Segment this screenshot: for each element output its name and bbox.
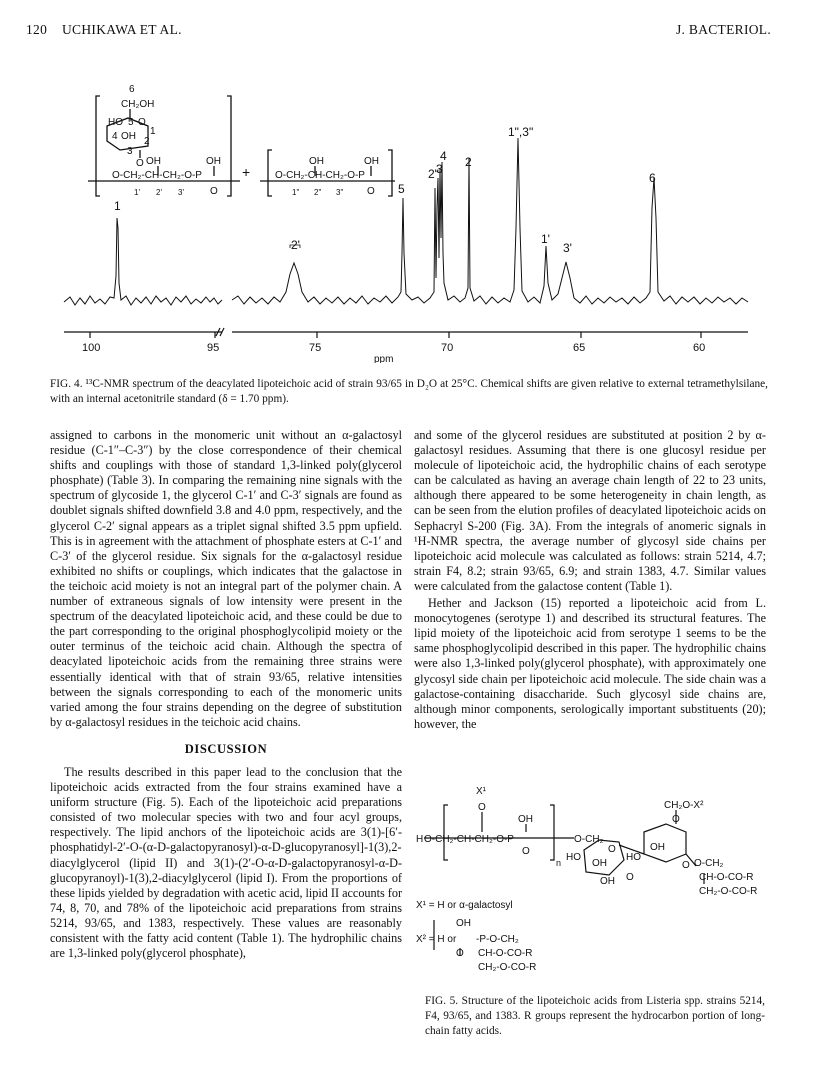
axis-tick: 70 (441, 342, 454, 354)
fig4-axis-ticks (82, 342, 705, 363)
peak-label-5: 5 (398, 182, 405, 196)
struct-label: OH (456, 918, 471, 929)
peak-label-3: 3 (436, 162, 443, 176)
struct-label: X¹ (476, 786, 486, 797)
struct-label: 3' (178, 188, 184, 197)
x2-definition: X² = H or (416, 934, 457, 945)
peak-label-2: 2 (465, 155, 472, 169)
figure-4-caption: FIG. 4. ¹³C-NMR spectrum of the deacylated lipoteichoic acid of strain 93/65 in D₂O at 25°C. Chemical shifts are given relative to external tetramethylsilane, with an internal acetonitrile standard (δ = 1.70 ppm). (50, 378, 768, 405)
struct-label: 2' (156, 188, 162, 197)
struct-label: 3" (336, 188, 344, 197)
struct-label: O (522, 846, 530, 857)
fig4-peak-labels (114, 125, 656, 255)
figure-5-structure (414, 780, 774, 980)
body-paragraph: The results described in this paper lead to the conclusion that the lipoteichoic acids extracted from the four strains examined have a uniform structure (Fig. 5). Each of the lipoteichoic acid preparations consisted of two molecular species with two and four acyl groups, respectively. The lipid anchors of the lipoteichoic acids are 3(1)-[6′-phosphatidyl-2′-O-(α-D-galactopyranosyl)-α-D-glucopyranosyl]-1(3),2-diacylglycerol (lipid II) and 3(1)-(2′-O-α-D-galactopyranosyl-α-D-glucopyranoyl)-1(3),2-diacylglycerol (lipid I). From the proportions of these lipids yielded by degradation with acetic acid, lipid II accounts for 74, 8, 70, and 78% of the lipoteichoic acid preparations from strains 5214, 93/65, and 1383, respectively. These values are reasonably consistent with the fatty acid content (Table 1). The hydrophilic chains are 1,3-linked poly(glycerol phosphate), (50, 764, 402, 961)
struct-label: CH₂-O-CO-R (478, 962, 537, 973)
struct-label: OH (146, 156, 161, 167)
struct-label: 4 (112, 131, 118, 142)
struct-label: OH (650, 842, 665, 853)
struct-label: H (416, 834, 424, 845)
axis-tick: 95 (207, 342, 220, 354)
journal-name: J. BACTERIOL. (676, 22, 772, 37)
struct-label: 3 (127, 146, 133, 157)
struct-label: OH (121, 131, 136, 142)
axis-unit: ppm (374, 354, 394, 363)
struct-label: -P-O-CH₂ (476, 934, 519, 945)
right-column (414, 428, 766, 732)
running-authors: UCHIKAWA ET AL. (62, 22, 182, 37)
struct-label: + (242, 164, 251, 180)
struct-label: 6 (129, 84, 135, 95)
peak-label-1prime: 1' (541, 232, 550, 246)
axis-tick: 100 (82, 342, 101, 354)
axis-tick: 65 (573, 342, 586, 354)
axis-tick: 60 (693, 342, 706, 354)
struct-label: O (138, 117, 146, 128)
struct-label: O-CH₂-CH-CH₂-O-P (275, 170, 365, 181)
struct-label: HO (626, 852, 641, 863)
struct-label: OH (309, 156, 324, 167)
struct-label: 1' (134, 188, 140, 197)
peak-label-1-3dblprime: 1",3" (508, 125, 534, 139)
struct-label: 2" (314, 188, 322, 197)
peak-label-1: 1 (114, 199, 121, 213)
struct-label: O (367, 186, 375, 197)
left-column (50, 428, 402, 961)
fig4-x-axis (64, 328, 748, 338)
struct-label: 2 (144, 136, 150, 147)
body-paragraph: assigned to carbons in the monomeric unit without an α-galactosyl residue (C-1″–C-3″) by the close correspondence of their chemical shifts and couplings with those of standard 1,3-linked poly(glycerol phosphate) (Table 3). In comparing the remaining nine signals with the spectrum of glycoside 1, the glycerol C-1′ and C-3′ signals are found as doublet signals shifted downfield 3.8 and 4.0 ppm, respectively, and the glycerol C-2′ signal appears as a triplet signal shifted 3.5 ppm upfield. This is in agreement with the attachment of phosphate esters at C-1′ and C-3′ of the glycerol residue. Six signals for the α-galactosyl residue exhibited no shifts or couplings, which indicates that the galactose in the teichoic acid moiety is not an integral part of the polymer chain. A number of extraneous signals of low intensity were present in the spectrum of the deacylated lipoteichoic acid, and these could be due to the part corresponding to the original phosphoglycolipid moiety or the outer terminus of the teichoic acid chain. Although the spectra of deacylated lipoteichoic acids from the remaining three strains were essentially identical with that of strain 93/65, relative intensities between the signals corresponding to each of the monomeric units varied among the four strains depending on the degree of substitution by α-galactosyl residues in the teichoic acid chains. (50, 428, 402, 729)
struct-label: O (608, 844, 616, 855)
struct-label: O-CH₂ (574, 834, 604, 845)
struct-label: 5 (128, 117, 134, 128)
struct-label: OH (206, 156, 221, 167)
struct-label: OH (364, 156, 379, 167)
body-paragraph: Hether and Jackson (15) reported a lipoteichoic acid from L. monocytogenes (serotype 1) and described its structural features. The lipid moiety of the lipoteichoic acid from serotype 1 seems to be the same phosphoglycolipid described in this paper. The hydrophilic chains were also 1,3-linked poly(glycerol phosphate), with approximately one glycosyl side chain per lipoteichoic acid molecule. The side chain was a galactose-containing disaccharide. Such glycosyl side chains are, although minor components, serologically important substituents (20); however, the (414, 596, 766, 731)
struct-label: n (556, 858, 562, 868)
struct-label: CH-O-CO-R (478, 948, 533, 959)
struct-label: O (456, 948, 464, 959)
struct-label: CH₂-O-CO-R (699, 886, 758, 897)
struct-label: OH (600, 876, 615, 887)
peak-label-4: 4 (440, 149, 447, 163)
fig5-structure-lines (424, 805, 704, 956)
struct-label: CH₂O-X² (664, 800, 704, 811)
fig4-structure-labels (108, 84, 379, 197)
struct-label: O (478, 802, 486, 813)
struct-label: O (672, 814, 680, 825)
figure-4-nmr-spectrum (0, 78, 816, 363)
struct-label: O-CH₂-CH-CH₂-O-P (112, 170, 202, 181)
fig4-structure-lines (88, 96, 395, 196)
section-heading-discussion: DISCUSSION (184, 741, 268, 756)
struct-label: 1 (150, 126, 156, 137)
struct-label: CH₂OH (121, 99, 155, 110)
struct-label: O-CH₂-CH-CH₂-O-P (424, 834, 514, 845)
struct-label: CH-O-CO-R (699, 872, 754, 883)
struct-label: O (136, 158, 144, 169)
struct-label: HO (566, 852, 581, 863)
struct-label: HO (108, 117, 123, 128)
peak-label-2dblprime: 2" (428, 167, 439, 181)
x1-definition: X¹ = H or α-galactosyl (416, 900, 513, 911)
fig5-structure-labels (416, 786, 757, 973)
peak-label-2prime: 2' (291, 238, 300, 252)
peak-label-3prime: 3' (563, 241, 572, 255)
struct-label: O (210, 186, 218, 197)
figure-5-caption: FIG. 5. Structure of the lipoteichoic acids from Listeria spp. strains 5214, F4, 93/65, and 1383. R groups represent the hydrocarbon portion of long-chain fatty acids. (425, 995, 765, 1037)
struct-label: OH (592, 858, 607, 869)
struct-label: O-CH₂ (694, 858, 724, 869)
struct-label: 1" (292, 188, 300, 197)
peak-label-6: 6 (649, 171, 656, 185)
struct-label: OH (518, 814, 533, 825)
struct-label: O (626, 872, 634, 883)
page-number: 120 (26, 22, 48, 37)
spectrum-trace-left (64, 218, 222, 305)
axis-tick: 75 (309, 342, 322, 354)
struct-label: O (682, 860, 690, 871)
body-paragraph: and some of the glycerol residues are substituted at position 2 by α-galactosyl residues. Assuming that there is one glucosyl residue per molecule of lipoteichoic acid, the hydrophilic chains of each serotype can be calculated as having an average chain length of 22 to 23 units, although there appeared to be some heterogeneity in chain length, as can be seen from the elution profiles of deacylated lipoteichoic acids on Sephacryl S-200 (Fig. 3A). From the integrals of anomeric signals in ¹H-NMR spectra, the average number of glycosyl side chains per lipoteichoic acid molecule was calculated as follows: strain 5214, 4.7; strain F4, 8.2; strain 93/65, 6.9; and strain 1383, 4.7. Similar values were calculated from the galactose content (Table 1). (414, 428, 766, 593)
